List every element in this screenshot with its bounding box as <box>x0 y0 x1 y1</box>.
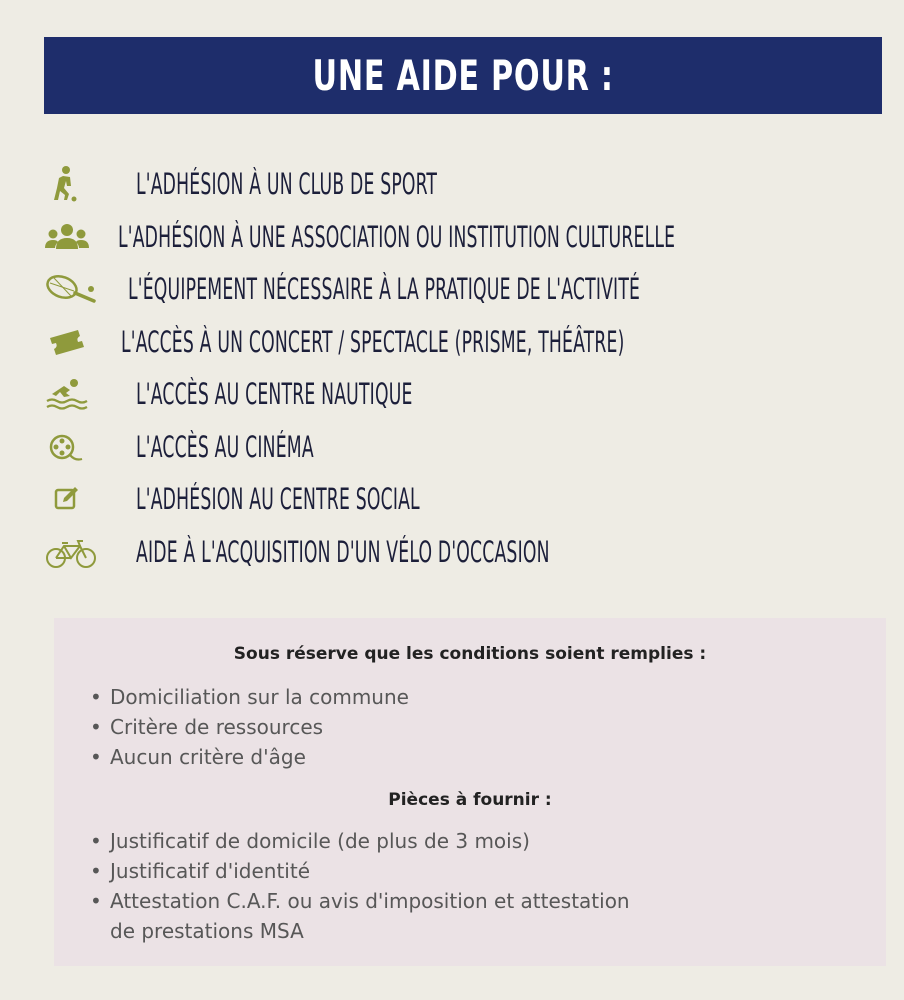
conditions-panel <box>54 618 886 966</box>
ticket-icon <box>44 322 93 362</box>
aid-item-cinema <box>44 421 884 474</box>
aid-item-nautical <box>44 368 884 421</box>
aid-item-association <box>44 211 884 264</box>
edit-form-icon <box>44 479 108 519</box>
list-item: • Justificatif de domicile (de plus de 3 mois) <box>90 826 630 856</box>
walking-person-icon <box>44 164 108 204</box>
documents-list <box>90 826 630 946</box>
aid-item-equipment <box>44 263 884 316</box>
banner-title: UNE AIDE POUR : <box>312 51 614 100</box>
aid-item-sport-club <box>44 158 884 211</box>
list-item: • Justificatif d'identité <box>90 856 630 886</box>
aid-list <box>44 158 884 578</box>
list-item: • Aucun critère d'âge <box>90 742 409 772</box>
list-item-line: Attestation C.A.F. ou avis d'imposition et attestation <box>110 889 630 913</box>
bicycle-icon <box>44 532 108 572</box>
aid-item-label: L'ÉQUIPEMENT NÉCESSAIRE À LA PRATIQUE DE L'ACTIVITÉ <box>128 272 641 307</box>
conditions-heading: Sous réserve que les conditions soient remplies : <box>233 644 707 664</box>
title-banner <box>44 37 882 114</box>
aid-item-label: L'ACCÈS AU CINÉMA <box>136 429 314 464</box>
list-item: • Domiciliation sur la commune <box>90 682 409 712</box>
aid-item-bicycle <box>44 526 884 579</box>
aid-item-label: AIDE À L'ACQUISITION D'UN VÉLO D'OCCASION <box>136 534 550 569</box>
swimmer-icon <box>44 374 108 414</box>
list-item: • Critère de ressources <box>90 712 409 742</box>
aid-item-label: L'ADHÉSION À UNE ASSOCIATION OU INSTITUTION CULTURELLE <box>118 219 676 254</box>
conditions-list <box>90 682 409 772</box>
aid-item-label: L'ADHÉSION AU CENTRE SOCIAL <box>136 482 420 517</box>
aid-item-label: L'ADHÉSION À UN CLUB DE SPORT <box>136 167 438 202</box>
aid-item-social-centre <box>44 473 884 526</box>
aid-item-concert <box>44 316 884 369</box>
list-item-continuation: de prestations MSA <box>110 919 304 943</box>
group-people-icon <box>44 217 90 257</box>
film-reel-icon <box>44 427 108 467</box>
tennis-racket-icon <box>44 269 100 309</box>
list-item <box>90 886 630 946</box>
aid-item-label: L'ACCÈS À UN CONCERT / SPECTACLE (PRISME, THÉÂTRE) <box>121 324 625 359</box>
aid-item-label: L'ACCÈS AU CENTRE NAUTIQUE <box>136 377 413 412</box>
documents-heading: Pièces à fournir : <box>388 790 552 810</box>
